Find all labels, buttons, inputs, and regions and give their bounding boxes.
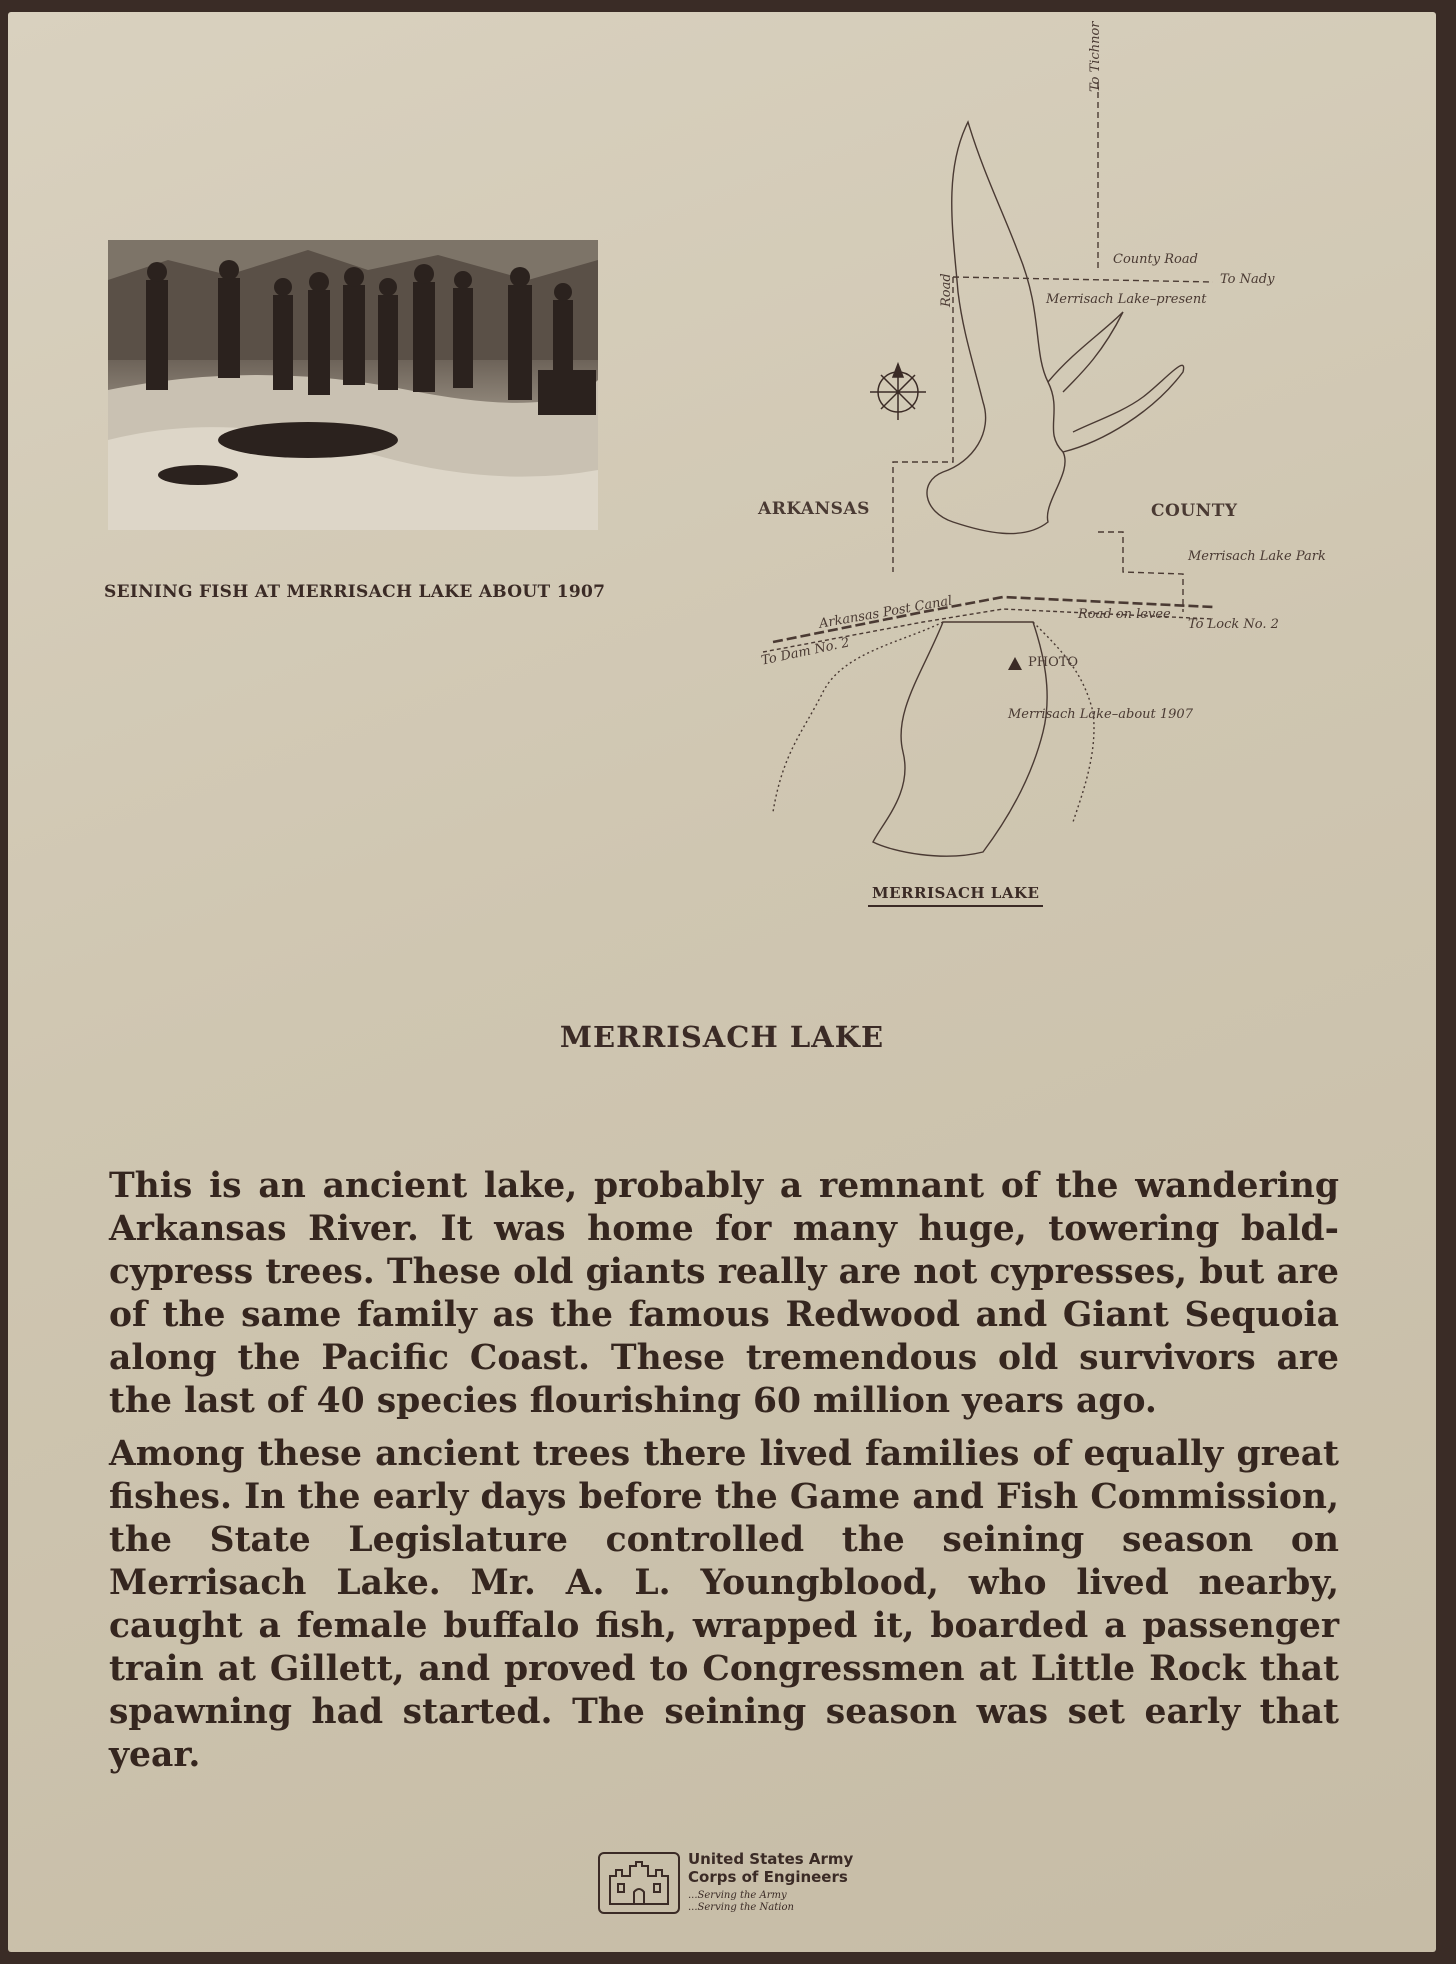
photo-scene — [108, 240, 598, 530]
map-label-photo: PHOTO — [1028, 655, 1079, 670]
logo-line-2: Corps of Engineers — [688, 1868, 848, 1886]
map-label-lake-present: Merrisach Lake–present — [1046, 292, 1207, 307]
map-drawing — [743, 52, 1343, 912]
paragraph-2: Among these ancient trees there lived families of equally great fishes. In the early days before the Game and Fish Commission, the State Legislature controlled the seining season on Merrisach Lake. Mr. A. L. Youngblood, who lived nearby, caught a female buffalo fish, wrapped it, boarded a passenger train at Gillett, and proved to Congressmen at Little Rock that spawning had started. The seining season was set early that year. — [109, 1434, 1339, 1775]
map-label-post-canal: Arkansas Post Canal — [818, 593, 954, 632]
map-label-road-on-levee: Road on levee — [1078, 607, 1171, 622]
map-label-to-lock: To Lock No. 2 — [1188, 617, 1279, 632]
map-label-lake-park: Merrisach Lake Park — [1188, 549, 1326, 564]
map-label-county-road: County Road — [1113, 252, 1198, 267]
map-label-to-nady: To Nady — [1220, 272, 1275, 287]
body-text — [109, 1165, 1339, 1787]
photo-caption: SEINING FISH AT MERRISACH LAKE ABOUT 1907 — [104, 582, 606, 602]
map-label-county: COUNTY — [1151, 501, 1238, 521]
map-label-to-tichnor: To Tichnor — [1088, 21, 1103, 92]
map-label-to-dam: To Dam No. 2 — [760, 635, 851, 669]
historic-photo — [108, 240, 598, 530]
paragraph-1: This is an ancient lake, probably a remnant of the wandering Arkansas River. It was home for many huge, towering bald-cypress trees. These old giants really are not cypresses, but are of the same family as the famous Redwood and Giant Sequoia along the Pacific Coast. These tremendous old survivors are the last of 40 species flourishing 60 million years ago. — [109, 1166, 1339, 1421]
map-label-road: Road — [939, 273, 954, 307]
plaque — [8, 12, 1436, 1952]
lake-map — [743, 21, 1343, 912]
castle-icon — [598, 1852, 680, 1914]
usace-logo — [598, 1850, 898, 1920]
compass-rose-icon — [870, 364, 926, 420]
map-label-lake-1907: Merrisach Lake–about 1907 — [1008, 707, 1193, 722]
photo-marker-icon — [1008, 657, 1022, 670]
page-title: MERRISACH LAKE — [559, 1020, 885, 1054]
logo-line-1: United States Army — [688, 1850, 854, 1868]
logo-tagline-2: ...Serving the Nation — [688, 1902, 794, 1913]
map-label-arkansas: ARKANSAS — [758, 499, 870, 519]
map-title: MERRISACH LAKE — [868, 884, 1043, 907]
logo-tagline-1: ...Serving the Army — [688, 1890, 787, 1901]
